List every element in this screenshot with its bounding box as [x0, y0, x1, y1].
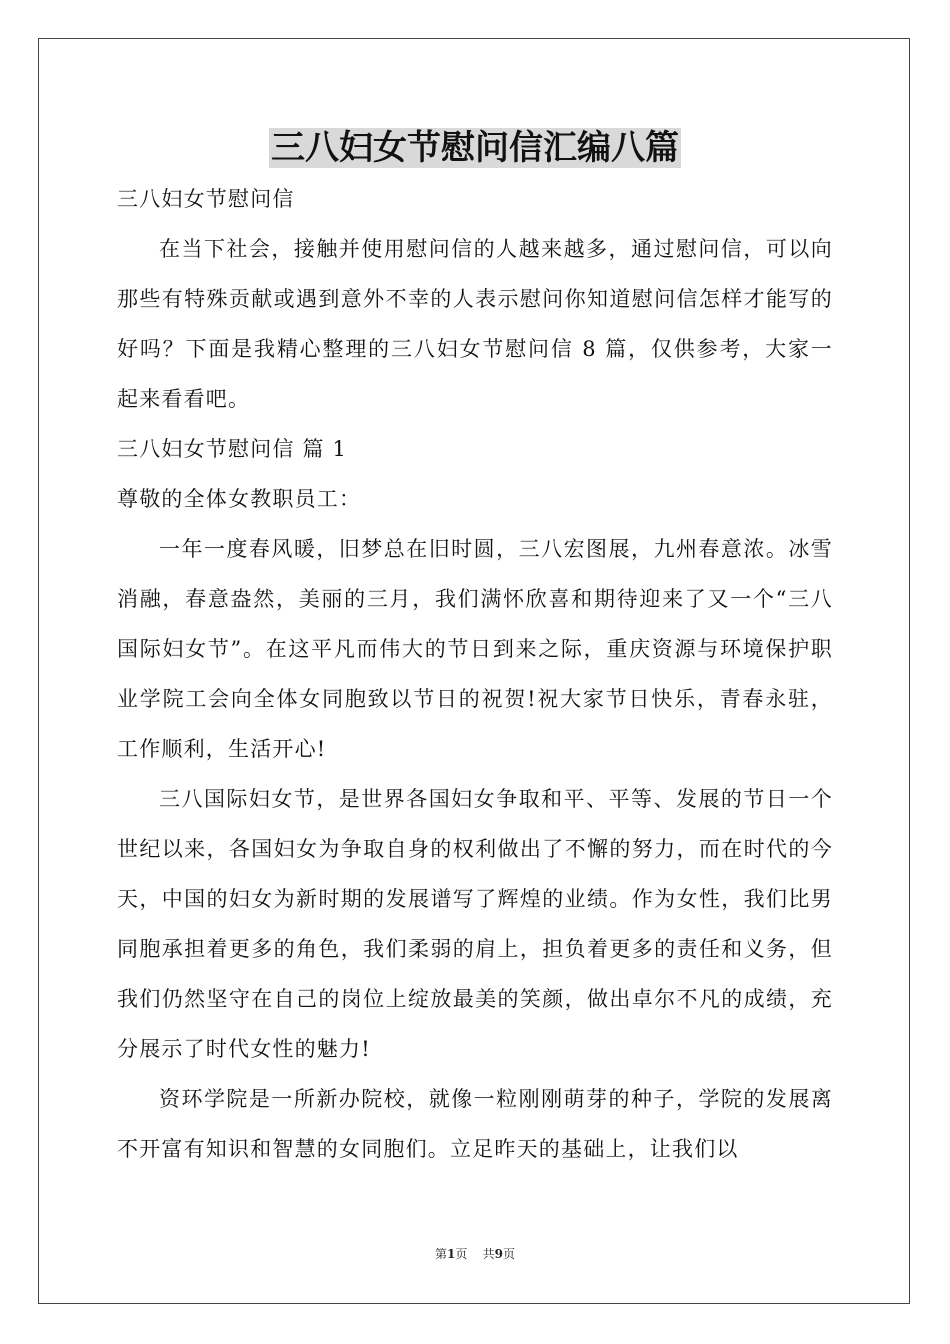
intro-paragraph: 在当下社会，接触并使用慰问信的人越来越多，通过慰问信，可以向那些有特殊贡献或遇到意外不幸的人表示慰问你知道慰问信怎样才能写的好吗？下面是我精心整理的三八妇女节慰问信 8 篇，仅供参考，大家一起来看看吧。	[117, 237, 833, 411]
document-body	[117, 174, 833, 1174]
body-paragraph: 三八国际妇女节，是世界各国妇女争取和平、平等、发展的节日一个世纪以来，各国妇女为争取自身的权利做出了不懈的努力，而在时代的今天，中国的妇女为新时期的发展谱写了辉煌的业绩。作为女性，我们比男同胞承担着更多的角色，我们柔弱的肩上，担负着更多的责任和义务，但我们仍然坚守在自己的岗位上绽放最美的笑颜，做出卓尔不凡的成绩，充分展示了时代女性的魅力!	[117, 787, 833, 1061]
page-footer	[0, 1245, 950, 1262]
document-title	[0, 126, 950, 170]
article-heading: 三八妇女节慰问信 篇 1	[117, 437, 348, 461]
total-suffix: 页	[503, 1247, 516, 1261]
salutation: 尊敬的全体女教职员工：	[117, 487, 362, 511]
current-page-number: 1	[446, 1247, 456, 1261]
body-paragraph: 一年一度春风暖，旧梦总在旧时圆，三八宏图展，九州春意浓。冰雪消融，春意盎然，美丽的三月，我们满怀欣喜和期待迎来了又一个“三八国际妇女节”。在这平凡而伟大的节日到来之际，重庆资源与环境保护职业学院工会向全体女同胞致以节日的祝贺!祝大家节日快乐，青春永驻，工作顺利，生活开心!	[117, 537, 833, 761]
section-heading: 三八妇女节慰问信	[117, 187, 295, 211]
total-prefix: 共	[482, 1247, 495, 1261]
page-prefix: 第	[434, 1247, 447, 1261]
page-suffix: 页	[455, 1247, 468, 1261]
body-paragraph: 资环学院是一所新办院校，就像一粒刚刚萌芽的种子，学院的发展离不开富有知识和智慧的女同胞们。立足昨天的基础上，让我们以	[117, 1087, 833, 1161]
document-title-text: 三八妇女节慰问信汇编八篇	[271, 128, 679, 168]
total-pages-number: 9	[494, 1247, 503, 1261]
